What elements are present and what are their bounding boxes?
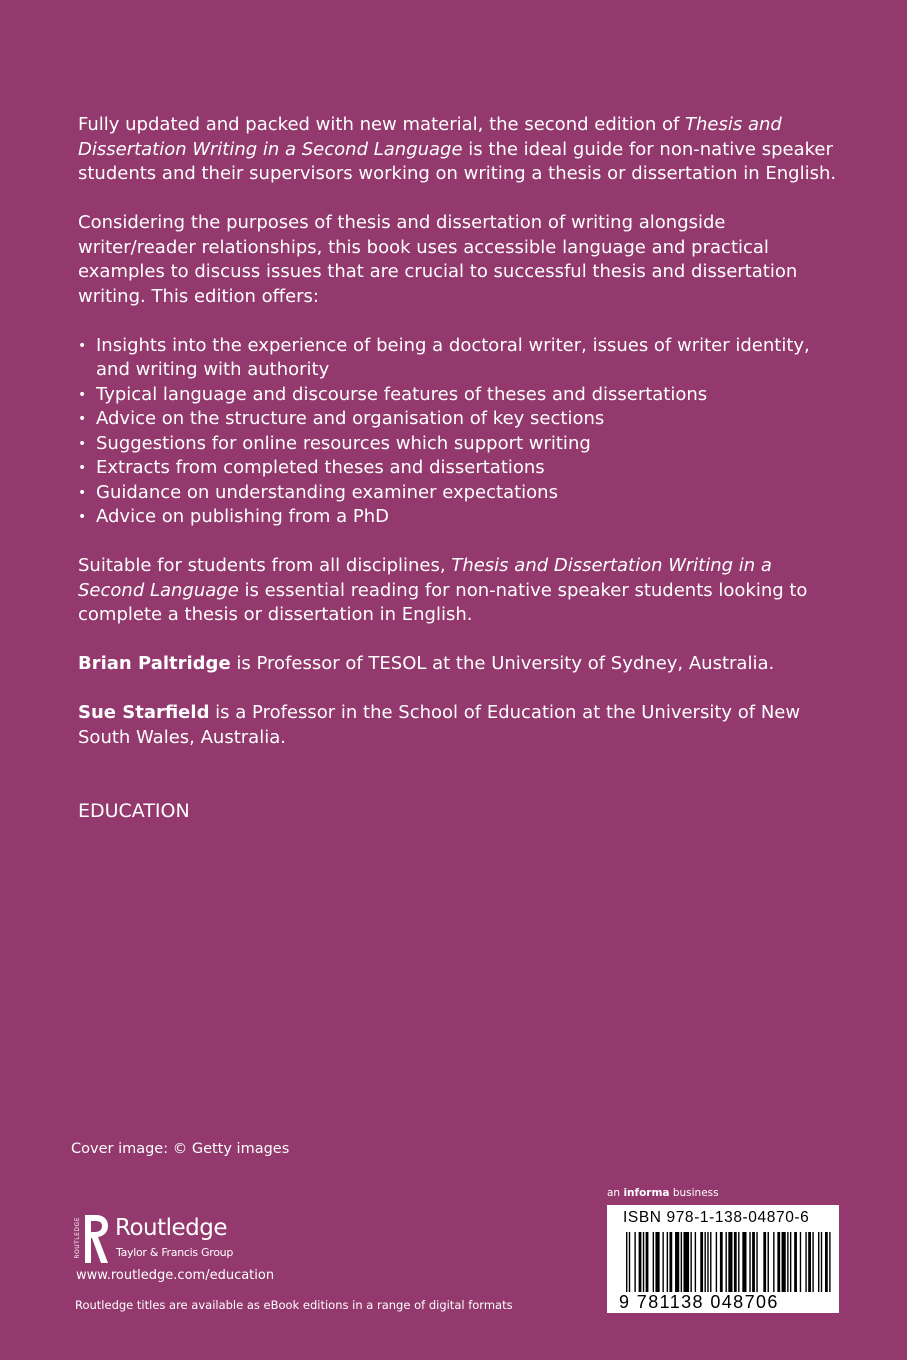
barcode-bars-icon [626,1232,832,1292]
purpose-paragraph: Considering the purposes of thesis and dissertation of writing alongside writer/reader relationships, this book uses accessible language and practical examples to discuss issues that are crucial to successful thesis and dissertation writing. This edition offers: [78,212,798,307]
book-title: Thesis and Dissertation Writing in a Second Language [78,114,782,160]
list-item: • Suggestions for online resources which support writing [78,432,838,457]
publisher-url[interactable]: www.routledge.com/education [76,1268,275,1283]
author-name: Brian Paltridge [78,653,231,674]
cover-credit: Cover image: © Getty images [71,1141,290,1157]
list-item: • Guidance on understanding examiner expectations [78,481,838,506]
list-item: • Advice on publishing from a PhD [78,505,838,530]
book-title: Thesis and Dissertation Writing in a Second Language [78,555,772,601]
offers-list [78,334,838,530]
list-item: • Advice on the structure and organisation of key sections [78,407,838,432]
routledge-logo [74,1213,274,1265]
barcode [607,1205,839,1313]
suitable-paragraph: Suitable for students from all disciplines, Thesis and Dissertation Writing in a Second Language is essential reading for non-native speaker students looking to complete a thesis or dissertation in English. [78,555,808,625]
ean-number: 9 781138 048706 [619,1292,779,1312]
publisher-group: Taylor & Francis Group [116,1246,234,1259]
list-item: • Insights into the experience of being a doctoral writer, issues of writer identity, and writing with authority [78,334,838,383]
category-label: EDUCATION [78,800,190,822]
isbn-number: ISBN 978-1-138-04870-6 [623,1209,810,1226]
back-cover-text [78,113,838,824]
publisher-name: Routledge [115,1215,228,1241]
intro-paragraph: Fully updated and packed with new material, the second edition of Thesis and Dissertation Writing in a Second Language is the ideal guide for non-native speaker students and their supervisors working on writing a thesis or dissertation in English. [78,114,837,184]
author-bio: Sue Starfield is a Professor in the School of Education at the University of New South Wales, Australia. [78,702,801,748]
author-bio: Brian Paltridge is Professor of TESOL at the University of Sydney, Australia. [78,653,775,674]
informa-business: an informa business [607,1187,719,1199]
ebook-note: Routledge titles are available as eBook editions in a range of digital formats [75,1298,513,1312]
routledge-icon: ROUTLEDGE [74,1213,110,1265]
list-item: • Extracts from completed theses and dissertations [78,456,838,481]
author-name: Sue Starfield [78,702,210,723]
list-item: • Typical language and discourse features of theses and dissertations [78,383,838,408]
